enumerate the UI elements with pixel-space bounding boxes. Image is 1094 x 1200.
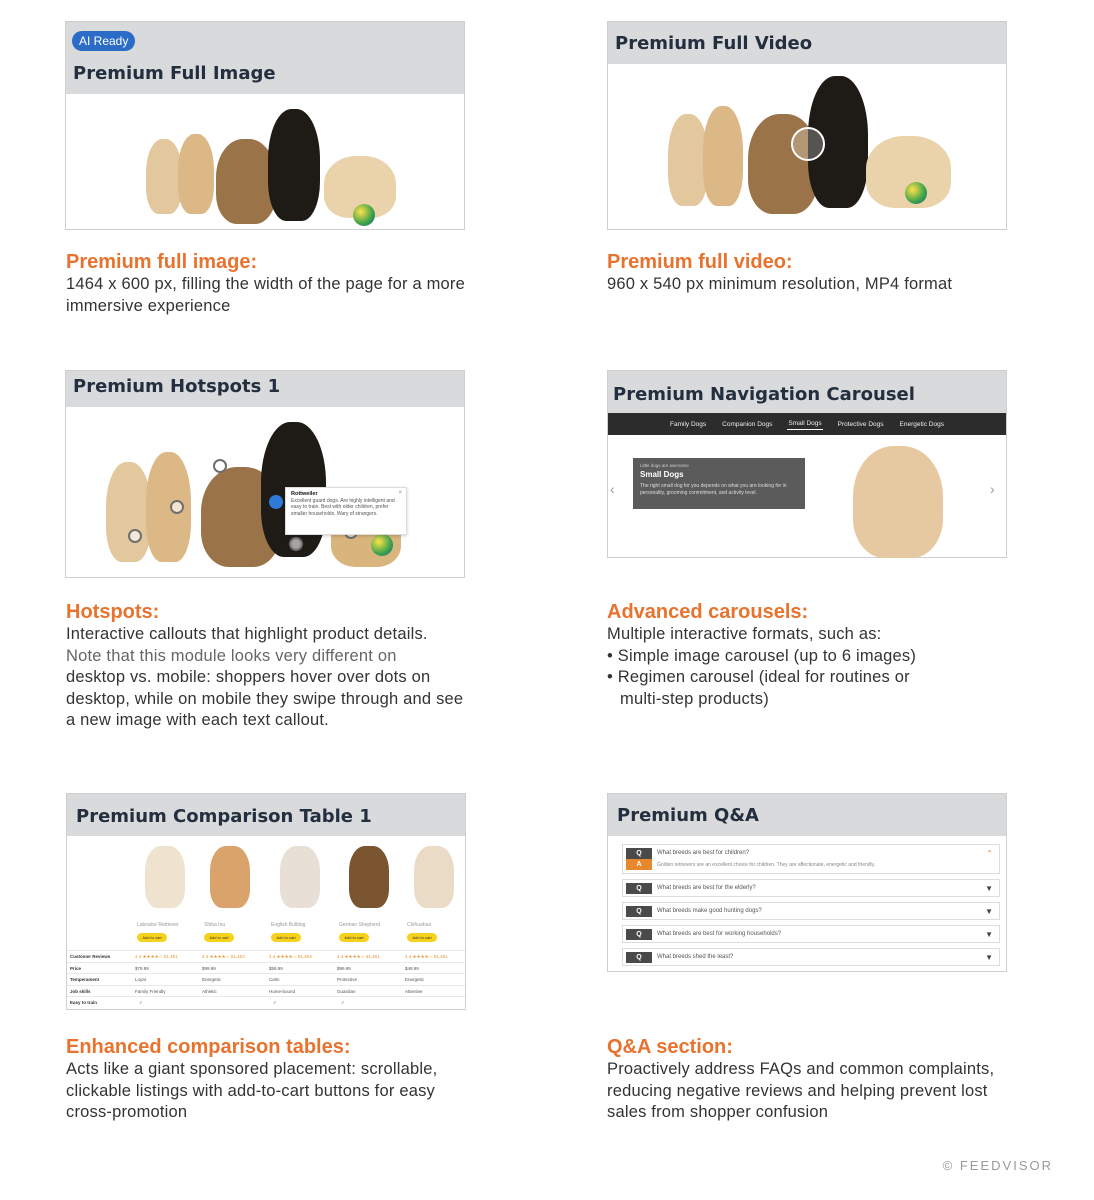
hotspot-dot[interactable] — [128, 529, 142, 543]
product-name[interactable]: English Bulldog — [271, 922, 306, 928]
check-icon: ✓ — [273, 1000, 277, 1005]
rating-cell: 4.4 ★★★★☆ 51,463 — [202, 954, 245, 959]
caption-text: 1464 x 600 px, filling the width of the page for a more immersive experience — [66, 275, 465, 315]
panel-text: The right small dog for you depends on what you are looking for in personality, grooming commitment, and activity level. — [640, 483, 787, 496]
chevron-right-icon[interactable]: › — [990, 481, 995, 497]
shiba-image — [210, 846, 250, 908]
tooltip-text: Excellent guard dogs. Are highly intelligent and easy to train. Best with older children, prefer smaller households. Wary of strangers. — [291, 497, 395, 517]
chihuahua-image — [853, 446, 943, 558]
toy-ball-image — [371, 534, 393, 556]
qa-caption — [607, 1035, 1027, 1124]
chevron-left-icon[interactable]: ‹ — [610, 481, 615, 497]
price-cell: $99.99 — [202, 965, 216, 971]
caption-text: Multiple interactive formats, such as: — [607, 625, 882, 643]
price-cell: $59.99 — [269, 965, 283, 971]
caption-text: Acts like a giant sponsored placement: scrollable, clickable listings with add-to-cart buttons for easy cross-promotion — [66, 1060, 438, 1121]
qa-card — [607, 793, 1007, 972]
temperament-cell: Energetic — [405, 977, 425, 982]
carousel-panel — [633, 458, 805, 509]
qa-item[interactable] — [622, 879, 1000, 897]
rating-cell: 4.4 ★★★★☆ 51,461 — [337, 954, 380, 959]
puppy-2-image — [146, 452, 191, 562]
card-title: Premium Hotspots 1 — [73, 376, 281, 397]
price-cell: $79.99 — [135, 965, 149, 971]
table-row — [67, 996, 465, 1008]
rating-cell: 4.4 ★★★★☆ 51,463 — [269, 954, 312, 959]
labrador-image — [145, 846, 185, 908]
question-text: What breeds make good hunting dogs? — [657, 908, 762, 914]
hotspot-dot[interactable] — [289, 537, 303, 551]
chihuahua-image — [414, 846, 454, 908]
row-label: Temperament — [70, 977, 100, 982]
hotspot-dot[interactable] — [170, 500, 184, 514]
close-icon[interactable]: × — [398, 490, 402, 496]
hotspot-dot[interactable] — [213, 459, 227, 473]
puppy-2-image — [703, 106, 743, 206]
hotspot-dot-active[interactable] — [269, 495, 283, 509]
copyright-footer: © FEEDVISOR — [942, 1158, 1053, 1173]
temperament-cell: Protective — [337, 977, 358, 982]
caption-text: Note that this module looks very different on — [66, 646, 397, 665]
chevron-down-icon[interactable]: ▼ — [985, 953, 993, 962]
product-name[interactable]: Chihuahua — [407, 922, 432, 928]
caption-text: Interactive callouts that highlight product details. — [66, 625, 428, 643]
toy-ball-image — [905, 182, 927, 204]
card-header — [608, 371, 1006, 413]
job-cell: Attentive — [405, 988, 423, 994]
row-label: Job skills — [70, 988, 91, 994]
check-icon: ✓ — [341, 1000, 345, 1005]
caption-title: Enhanced comparison tables: — [66, 1036, 351, 1058]
qa-item[interactable] — [622, 902, 1000, 920]
rating-cell: 4.4 ★★★★☆ 51,461 — [405, 954, 448, 959]
product-name[interactable]: German Shepherd — [339, 922, 381, 928]
full-video-card — [607, 21, 1007, 230]
card-header — [608, 794, 1006, 836]
question-text: What breeds are best for children? — [657, 850, 750, 856]
price-cell: $99.99 — [337, 965, 351, 971]
nav-carousel-card — [607, 370, 1007, 558]
card-title: Premium Full Image — [73, 63, 276, 84]
comparison-caption — [66, 1035, 476, 1124]
card-title: Premium Comparison Table 1 — [76, 806, 372, 827]
chevron-down-icon[interactable]: ▼ — [985, 907, 993, 916]
chevron-down-icon[interactable]: ▼ — [985, 884, 993, 893]
job-cell: Home-bound — [269, 988, 296, 994]
card-title: Premium Navigation Carousel — [613, 384, 915, 405]
product-name[interactable]: Shiba Inu — [204, 922, 226, 928]
rating-cell: 4.4 ★★★★☆ 51,461 — [135, 954, 178, 959]
card-title: Premium Q&A — [617, 805, 759, 826]
tooltip-title: Rottweiler — [291, 491, 318, 497]
row-label: Easy to train — [70, 1000, 98, 1005]
question-text: What breeds are best for the elderly? — [657, 885, 756, 891]
hotspots-caption — [66, 600, 476, 732]
caption-title: Hotspots: — [66, 601, 160, 623]
card-header — [66, 371, 464, 407]
caption-title: Premium full image: — [66, 251, 258, 273]
row-label: Price — [70, 965, 82, 971]
q-badge: Q — [626, 848, 652, 859]
hotspot-tooltip — [285, 487, 407, 535]
q-badge: Q — [626, 883, 652, 894]
qa-item[interactable] — [622, 925, 1000, 943]
temperament-cell: Energetic — [202, 977, 222, 982]
price-cell: $49.99 — [405, 965, 419, 971]
bulldog-image — [280, 846, 320, 908]
job-cell: Guardian — [337, 988, 356, 994]
add-to-cart-button[interactable]: Add to cart — [271, 933, 301, 942]
question-text: What breeds are best for working households? — [657, 931, 782, 937]
puppy-1-image — [106, 462, 151, 562]
tab-protective-dogs[interactable]: Protective Dogs — [837, 420, 884, 428]
caption-title: Advanced carousels: — [607, 601, 809, 623]
caption-bullet: • Simple image carousel (up to 6 images) — [607, 646, 917, 665]
hotspots-image — [66, 407, 464, 578]
job-cell: Family Friendly — [135, 988, 166, 994]
full-image-caption — [66, 250, 486, 317]
video-frame[interactable] — [608, 64, 1006, 230]
job-cell: Athletic — [202, 988, 217, 994]
panel-title: Small Dogs — [640, 470, 684, 479]
caption-text: desktop vs. mobile: shoppers hover over dots on desktop, while on mobile they swipe through and see a new image with each text callout. — [66, 668, 464, 729]
card-header — [66, 22, 464, 94]
ai-ready-badge: AI Ready — [72, 31, 135, 51]
caption-text: Proactively address FAQs and common complaints, reducing negative reviews and helping prevent lost sales from shopper confusion — [607, 1060, 995, 1121]
temperament-cell: Loyal — [135, 977, 146, 982]
panel-kicker: Little dogs are awesome — [640, 463, 689, 468]
q-badge: Q — [626, 929, 652, 940]
puppy-2-image — [178, 134, 214, 214]
tab-companion-dogs[interactable]: Companion Dogs — [722, 420, 773, 428]
german-shepherd-image — [349, 846, 389, 908]
add-to-cart-button[interactable]: Add to cart — [137, 933, 167, 942]
tab-family-dogs[interactable]: Family Dogs — [670, 420, 707, 428]
card-title: Premium Full Video — [615, 33, 813, 54]
answer-text: Golden retrievers are an excellent choice for children. They are affectionate, energetic and friendly. — [657, 862, 876, 868]
shepherd-image — [216, 139, 276, 224]
dogs-image — [66, 94, 464, 230]
caption-title: Premium full video: — [607, 251, 793, 273]
hotspots-card — [65, 370, 465, 578]
question-text: What breeds shed the least? — [657, 954, 734, 960]
carousels-caption — [607, 600, 1027, 710]
q-badge: Q — [626, 906, 652, 917]
card-header — [67, 794, 465, 836]
toy-ball-image — [353, 204, 375, 226]
full-video-caption — [607, 250, 1037, 296]
tab-energetic-dogs[interactable]: Energetic Dogs — [899, 420, 944, 428]
q-badge: Q — [626, 952, 652, 963]
qa-item[interactable] — [622, 948, 1000, 966]
caption-text: 960 x 540 px minimum resolution, MP4 format — [607, 275, 953, 293]
caption-bullet-cont: multi-step products) — [620, 689, 769, 708]
puppy-1-image — [146, 139, 182, 214]
check-icon: ✓ — [139, 1000, 143, 1005]
table-row — [67, 985, 465, 997]
table-row — [67, 962, 465, 974]
temperament-cell: Calm — [269, 977, 280, 982]
add-to-cart-button[interactable]: Add to cart — [407, 933, 437, 942]
full-image-card — [65, 21, 465, 230]
play-icon[interactable] — [791, 127, 825, 161]
tab-small-dogs[interactable]: Small Dogs — [787, 418, 822, 430]
product-name[interactable]: Labrador Retriever — [137, 922, 179, 928]
puppy-1-image — [668, 114, 708, 206]
card-header — [608, 22, 1006, 64]
rottweiler-image — [268, 109, 320, 221]
chevron-down-icon[interactable]: ▼ — [985, 930, 993, 939]
caption-bullet: • Regimen carousel (ideal for routines or — [607, 668, 910, 686]
add-to-cart-button[interactable]: Add to cart — [339, 933, 369, 942]
chevron-up-icon[interactable]: ⌃ — [986, 849, 993, 858]
table-row — [67, 950, 465, 962]
add-to-cart-button[interactable]: Add to cart — [204, 933, 234, 942]
a-badge: A — [626, 859, 652, 870]
row-label: Customer Reviews — [70, 954, 111, 959]
table-row — [67, 973, 465, 985]
carousel-tabs — [608, 413, 1006, 435]
qa-item-open[interactable] — [622, 844, 1000, 874]
caption-title: Q&A section: — [607, 1036, 733, 1058]
comparison-card — [66, 793, 466, 1010]
